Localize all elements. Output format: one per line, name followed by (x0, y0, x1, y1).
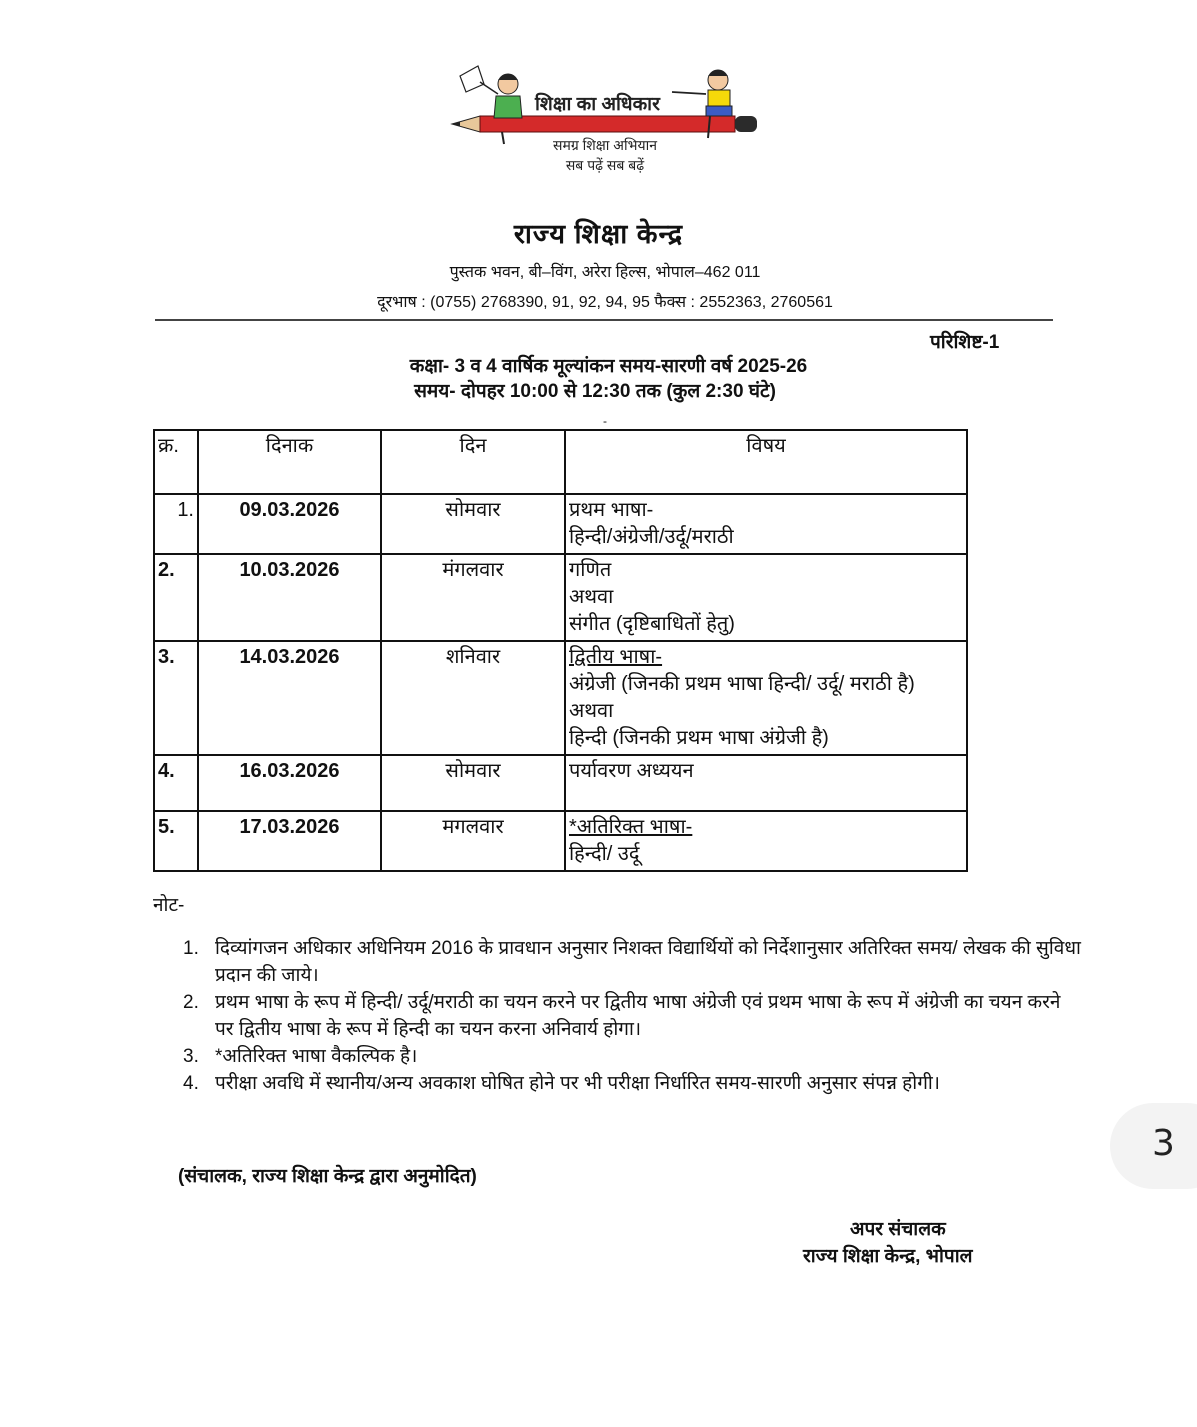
row-serial: 4. (154, 755, 198, 811)
row-day: सोमवार (381, 755, 565, 811)
row-date: 14.03.2026 (198, 641, 381, 755)
subject-line: हिन्दी/अंग्रेजी/उर्दू/मराठी (569, 526, 734, 548)
subject-line: अथवा (569, 586, 614, 608)
signatory-org: राज्य शिक्षा केन्द्र, भोपाल (803, 1246, 973, 1267)
table-row (154, 811, 967, 871)
header-serial: क्र. (154, 430, 198, 494)
logo-title: शिक्षा का अधिकार (535, 94, 660, 115)
schedule-time: समय- दोपहर 10:00 से 12:30 तक (कुल 2:30 घंटे) (414, 381, 776, 402)
row-serial: 2. (154, 554, 198, 641)
row-subject (565, 811, 967, 871)
row-day: मगलवार (381, 811, 565, 871)
exam-schedule-table (153, 429, 968, 872)
org-phone: दूरभाष : (0755) 2768390, 91, 92, 94, 95 फैक्स : 2552363, 2760561 (377, 294, 833, 311)
note-number: 3. (183, 1046, 199, 1067)
note-item (183, 989, 1083, 1043)
note-item (183, 1043, 1083, 1070)
row-subject (565, 641, 967, 755)
table-header-row (154, 430, 967, 494)
org-address: पुस्तक भवन, बी–विंग, अरेरा हिल्स, भोपाल–462 011 (449, 264, 761, 281)
note-number: 1. (183, 938, 199, 959)
subject-line: पर्यावरण अध्ययन (569, 760, 694, 782)
row-day: सोमवार (381, 494, 565, 554)
org-name: राज्य शिक्षा केन्द्र (513, 219, 684, 249)
logo-subtitle: समग्र शिक्षा अभियान (552, 137, 657, 153)
note-text: *अतिरिक्त भाषा वैकल्पिक है। (215, 1046, 418, 1067)
row-date: 10.03.2026 (198, 554, 381, 641)
header-day: दिन (381, 430, 565, 494)
subject-line: गणित (569, 559, 612, 581)
header-subject: विषय (565, 430, 967, 494)
subject-line: द्वितीय भाषा- (569, 646, 663, 668)
subject-line: हिन्दी/ उर्दू (569, 843, 640, 865)
row-date: 16.03.2026 (198, 755, 381, 811)
approval-note: (संचालक, राज्य शिक्षा केन्द्र द्वारा अनुमोदित) (178, 1166, 477, 1187)
note-text: परीक्षा अवधि में स्थानीय/अन्य अवकाश घोषित होने पर भी परीक्षा निर्धारित समय-सारणी अनुसार संपन्न होगी। (215, 1073, 941, 1094)
table-row (154, 554, 967, 641)
row-date: 09.03.2026 (198, 494, 381, 554)
note-text: प्रथम भाषा के रूप में हिन्दी/ उर्दू/मराठी का चयन करने पर द्वितीय भाषा अंग्रेजी एवं प्रथम भाषा के रूप में अंग्रेजी का चयन करने पर द्वितीय भाषा के रूप में हिन्दी का चयन करना अनिवार्य होगा। (215, 992, 1061, 1040)
note-number: 4. (183, 1073, 199, 1094)
row-subject (565, 494, 967, 554)
subject-line: हिन्दी (जिनकी प्रथम भाषा अंग्रेजी है) (569, 727, 829, 749)
subject-line: अंग्रेजी (जिनकी प्रथम भाषा हिन्दी/ उर्दू/ मराठी है) (569, 673, 915, 695)
row-date: 17.03.2026 (198, 811, 381, 871)
note-number: 2. (183, 992, 199, 1013)
row-subject (565, 554, 967, 641)
row-day: मंगलवार (381, 554, 565, 641)
table-row (154, 641, 967, 755)
row-serial: 1. (154, 494, 198, 554)
row-serial: 3. (154, 641, 198, 755)
note-text: दिव्यांगजन अधिकार अधिनियम 2016 के प्रावधान अनुसार निशक्त विद्यार्थियों को निर्देशानुसार अतिरिक्त समय/ लेखक की सुविधा प्रदान की जाये। (215, 938, 1081, 986)
note-item (183, 1070, 1083, 1097)
page-number: 3 (1152, 1123, 1175, 1164)
subject-line: अथवा (569, 700, 614, 722)
annexure-label: परिशिष्ट-1 (930, 332, 1000, 353)
row-day: शनिवार (381, 641, 565, 755)
header-divider (155, 319, 1053, 321)
schedule-title: कक्षा- 3 व 4 वार्षिक मूल्यांकन समय-सारणी वर्ष 2025-26 (409, 356, 808, 377)
table-row (154, 494, 967, 554)
note-item (183, 935, 1083, 989)
stray-mark: - (603, 414, 607, 428)
subject-line: *अतिरिक्त भाषा- (569, 816, 693, 838)
row-serial: 5. (154, 811, 198, 871)
subject-line: प्रथम भाषा- (569, 499, 654, 521)
rte-logo (450, 62, 762, 182)
row-subject (565, 755, 967, 811)
subject-line: संगीत (दृष्टिबाधितों हेतु) (569, 613, 735, 635)
notes-list (183, 935, 1083, 1097)
signatory-title: अपर संचालक (850, 1219, 946, 1240)
table-row (154, 755, 967, 811)
notes-label: नोट- (153, 895, 185, 916)
page-number-badge[interactable] (1110, 1103, 1197, 1189)
logo-slogan: सब पढ़ें सब बढ़ें (565, 157, 645, 173)
header-date: दिनाक (198, 430, 381, 494)
